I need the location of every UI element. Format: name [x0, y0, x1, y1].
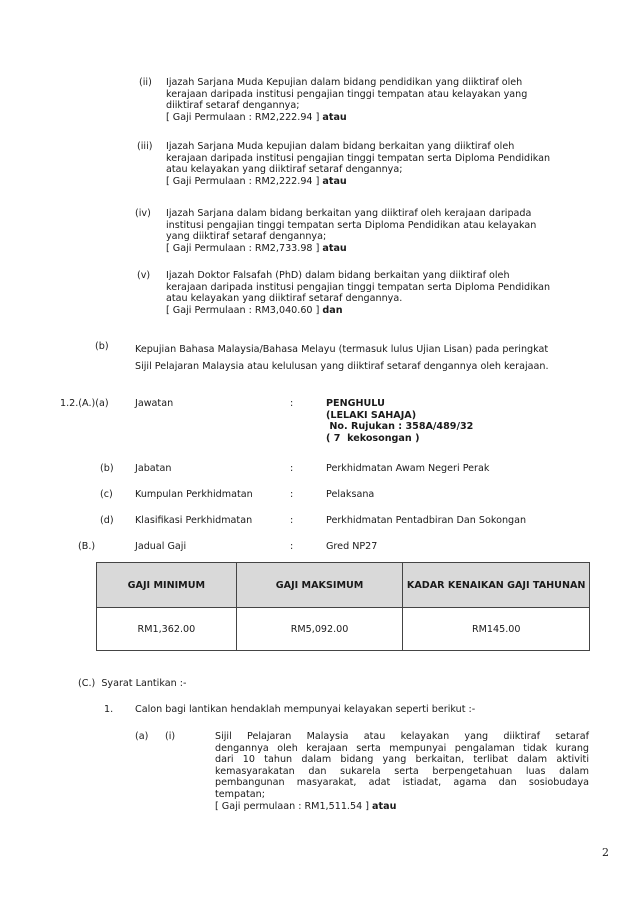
table-header: GAJI MINIMUM	[97, 563, 237, 608]
conjunction: atau	[322, 111, 347, 123]
section-number: 1.2.(A.)(a)	[60, 398, 109, 409]
requirement-paragraph: Sijil Pelajaran Malaysia atau kelayakan yang diiktiraf setaraf dengannya oleh kerajaan serta mempunyai pengalaman tidak kurang dari 10 tahun dalam bidang yang berkaitan, terlibat dalam aktiviti kemasyarakatan dan sukarela serta berpengetahuan luas dalam pembangunan masyarakat, adat istiadat, agama dan sosiobudaya tempatan; [ Gaji permulaan : RM1,511.54 ] atau	[215, 731, 589, 812]
field-colon: :	[290, 463, 294, 474]
salary-text: [ Gaji Permulaan : RM3,040.60 ]	[166, 304, 320, 316]
table-cell: RM5,092.00	[236, 608, 403, 651]
qualification-item: Ijazah Sarjana dalam bidang berkaitan yang diiktiraf oleh kerajaan daripada institusi pengajian tinggi tempatan serta Diploma Pendidikan atau kelayakan yang diiktiraf setaraf dengannya; [ Gaji Permulaan : RM2,733.98 ] atau	[166, 208, 537, 254]
sub-letter: (a)	[135, 731, 149, 742]
salary-text: [ Gaji Permulaan : RM2,222.94 ]	[166, 175, 320, 187]
field-value: Pelaksana	[326, 489, 375, 500]
table-header-row	[97, 563, 590, 608]
item-marker: (iii)	[137, 141, 153, 152]
conjunction: dan	[322, 304, 343, 316]
conjunction: atau	[372, 800, 397, 812]
field-colon: :	[290, 515, 294, 526]
item-marker: (v)	[137, 270, 151, 281]
field-label: Jawatan	[135, 398, 174, 409]
field-letter: (c)	[100, 489, 113, 500]
item-text: Calon bagi lantikan hendaklah mempunyai kelayakan seperti berikut :-	[135, 704, 476, 715]
field-label: Klasifikasi Perkhidmatan	[135, 515, 253, 526]
qualification-item: Ijazah Sarjana Muda kepujian dalam bidang berkaitan yang diiktiraf oleh kerajaan daripada institusi pengajian tinggi tempatan serta Diploma Pendidikan atau kelayakan yang diiktiraf setaraf dengannya; [ Gaji Permulaan : RM2,222.94 ] atau	[166, 141, 551, 187]
field-label: Kumpulan Perkhidmatan	[135, 489, 253, 500]
table-header: GAJI MAKSIMUM	[236, 563, 403, 608]
field-colon: :	[290, 489, 294, 500]
salary-text: [ Gaji Permulaan : RM2,222.94 ]	[166, 111, 320, 123]
qualification-item: Ijazah Doktor Falsafah (PhD) dalam bidang berkaitan yang diiktiraf oleh kerajaan daripada institusi pengajian tinggi tempatan serta Diploma Pendidikan atau kelayakan yang diiktiraf setaraf dengannya. [ Gaji Permulaan : RM3,040.60 ] dan	[166, 270, 551, 316]
field-label: Jabatan	[135, 463, 172, 474]
field-letter: (b)	[100, 463, 114, 474]
qualification-item: Ijazah Sarjana Muda Kepujian dalam bidang pendidikan yang diiktiraf oleh kerajaan daripada institusi pengajian tinggi tempatan atau kelayakan yang diiktiraf setaraf dengannya; [ Gaji Permulaan : RM2,222.94 ] atau	[166, 77, 528, 123]
table-row	[97, 608, 590, 651]
salary-text: [ Gaji Permulaan : RM2,733.98 ]	[166, 242, 320, 254]
item-marker: (b)	[95, 341, 109, 352]
page-number: 2	[602, 846, 609, 859]
field-label: Jadual Gaji	[135, 541, 187, 552]
item-marker: (ii)	[139, 77, 152, 88]
field-value: Perkhidmatan Pentadbiran Dan Sokongan	[326, 515, 527, 526]
item-marker: (iv)	[135, 208, 151, 219]
field-colon: :	[290, 398, 294, 409]
field-colon: :	[290, 541, 294, 552]
section-letter: (B.)	[78, 541, 96, 552]
table-cell: RM1,362.00	[97, 608, 237, 651]
table-cell: RM145.00	[403, 608, 590, 651]
section-heading: (C.) Syarat Lantikan :-	[78, 678, 187, 689]
field-letter: (d)	[100, 515, 114, 526]
field-value: Gred NP27	[326, 541, 378, 552]
item-number: 1.	[104, 704, 114, 715]
language-requirement: Kepujian Bahasa Malaysia/Bahasa Melayu (termasuk lulus Ujian Lisan) pada peringkat Sijil Pelajaran Malaysia atau kelulusan yang diiktiraf setaraf dengannya oleh kerajaan.	[135, 344, 549, 372]
position-title: PENGHULU (LELAKI SAHAJA) No. Rujukan : 358A/489/32 ( 7 kekosongan )	[326, 398, 474, 444]
field-value: Perkhidmatan Awam Negeri Perak	[326, 463, 490, 474]
salary-table	[96, 562, 590, 651]
sub-roman: (i)	[165, 731, 176, 742]
conjunction: atau	[322, 242, 347, 254]
table-header: KADAR KENAIKAN GAJI TAHUNAN	[403, 563, 590, 608]
conjunction: atau	[322, 175, 347, 187]
salary-text: [ Gaji permulaan : RM1,511.54 ]	[215, 800, 369, 812]
